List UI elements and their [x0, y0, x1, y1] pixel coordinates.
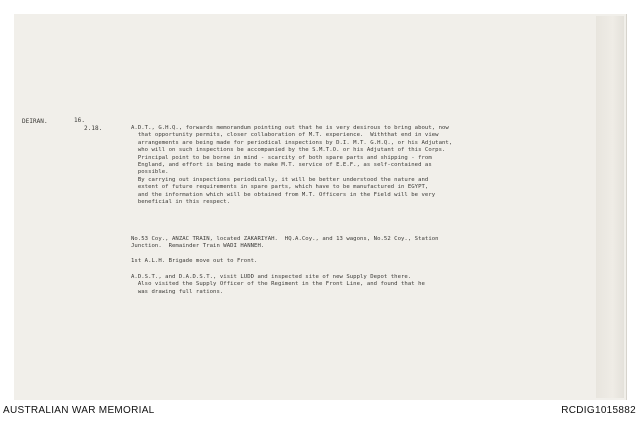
diary-paragraph-train-locations: No.53 Coy., ANZAC TRAIN, located ZAKARIYAH. HQ.A.Coy., and 13 wagons, No.52 Coy., Station Junction. Remainder Train WADI HANNEH. — [131, 236, 439, 250]
entry-place: DEIRAN. — [22, 118, 48, 125]
diary-paragraph-supply-visit: A.D.S.T., and D.A.D.S.T., visit LUDD and inspected site of new Supply Depot there. Also visited the Supply Officer of the Regiment in the Front Line, and found that he was drawing full rations. — [131, 274, 425, 295]
entry-day: 16. — [74, 117, 85, 124]
diary-paragraph-memorandum: A.D.T., G.H.Q., forwards memorandum pointing out that he is very desirous to bring about, now that opportunity permits, closer collaboration of M.T. experience. Withthat end in view arrangements are being made for periodical inspections by D.I. M.T. G.H.Q., or his Adjutant, who will on such inspections be accompanied by the S.M.T.O. or his Adjutant of this Corps. Principal point to be borne in mind - scarcity of both spare parts and shipping - from England, and effort is being made to make M.T. service of E.E.F., as self-contained as possible. By carrying out inspections periodically, it will be better understood the nature and extent of future requirements in spare parts, which have to be manufactured in EGYPT, and the information which will be obtained from M.T. Officers in the Field will be very beneficial in this respect. — [131, 125, 453, 206]
document-page — [14, 14, 627, 400]
entry-time: 2.18. — [84, 125, 103, 132]
diary-paragraph-brigade-move: 1st A.L.H. Brigade move out to Front. — [131, 258, 258, 264]
page-edge — [596, 16, 624, 398]
footer-record-id: RCDIG1015882 — [561, 405, 636, 416]
footer-archive-name: AUSTRALIAN WAR MEMORIAL — [3, 405, 155, 416]
